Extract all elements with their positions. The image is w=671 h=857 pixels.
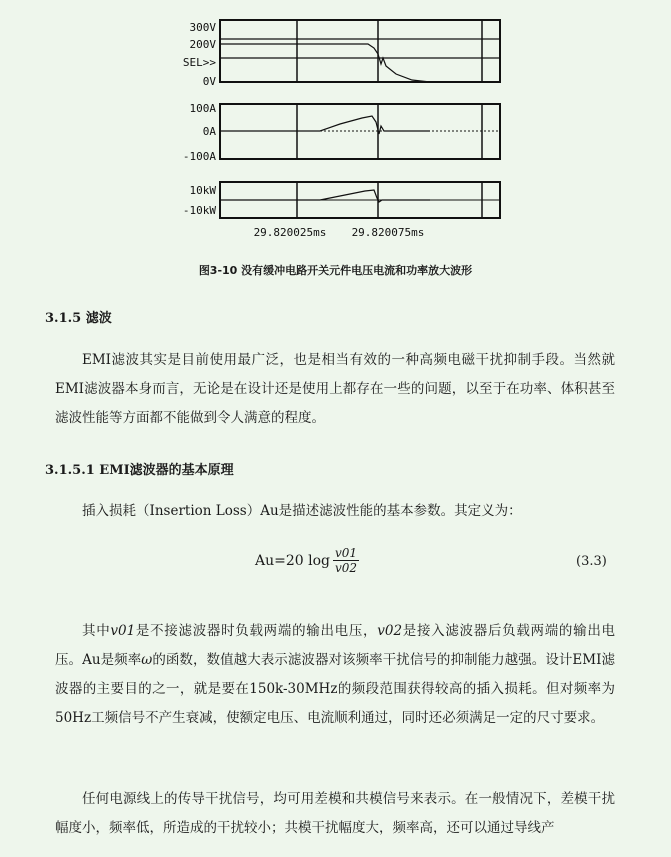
voltage-trace (220, 44, 430, 82)
p3-part-c: 是接入滤波器后负载两端的输出电压。Au是频率 (55, 623, 616, 668)
power-panel (183, 182, 500, 218)
i-tick-100: 100A (189, 102, 216, 115)
v-tick-200: 200V (189, 38, 216, 51)
current-panel (183, 102, 500, 163)
p-tick-10k: 10kW (189, 184, 216, 197)
equation-number: (3.3) (576, 554, 607, 569)
x-tick-1: 29.820025ms (253, 226, 327, 239)
p-tick-neg10k: -10kW (182, 204, 216, 217)
p3-part-d: 的函数，数值越大表示滤波器对该频率干扰信号的抑制能力越强。设计EMI滤波器的主要目的之一，就是要在150k-30MHz的频段范围获得较高的插入损耗。但对频率为50Hz工频信号不产生衰减，使额定电压、电流顺利通过，同时还必须满足一定的尺寸要求。 (55, 652, 615, 726)
i-tick-0: 0A (202, 125, 216, 138)
formula-denominator: v02 (335, 561, 358, 575)
paragraph-conducted-interference: 任何电源线上的传导干扰信号，均可用差模和共模信号来表示。在一般情况下，差模干扰幅度小，频率低，所造成的干扰较小；共模干扰幅度大，频率高，还可以通过导线产 (55, 791, 615, 836)
waveform-figure (150, 14, 510, 244)
section-heading-3151: 3.1.5.1 EMI滤波器的基本原理 (45, 463, 234, 478)
paragraph-emi-filter: EMI滤波其实是目前使用最广泛，也是相当有效的一种高频电磁干扰抑制手段。当然就EMI滤波器本身而言，无论是在设计还是使用上都存在一些的问题，以至于在功率、体积甚至滤波性能等方面都不能做到令人满意的程度。 (55, 352, 615, 426)
formula-3-3 (255, 546, 359, 575)
waveform-plot (150, 14, 510, 244)
formula-lhs: Au=20 log (255, 552, 330, 569)
x-tick-2: 29.820075ms (351, 226, 425, 239)
v-tick-0: 0V (202, 75, 216, 88)
v-tick-300: 300V (189, 21, 216, 34)
voltage-panel (183, 20, 500, 88)
figure-caption: 图3-10 没有缓冲电路开关元件电压电流和功率放大波形 (198, 264, 473, 277)
section-heading-315: 3.1.5 滤波 (45, 311, 112, 326)
v-tick-sel: SEL>> (182, 56, 216, 69)
formula-numerator: v01 (335, 546, 358, 560)
paragraph-insertion-loss: 插入损耗（Insertion Loss）Au是描述滤波性能的基本参数。其定义为： (82, 503, 522, 519)
paragraph-definitions (55, 617, 615, 733)
p3-part-b: 是不接滤波器时负载两端的输出电压， (135, 623, 378, 639)
symbol-v01: v01 (110, 623, 136, 639)
symbol-v02: v02 (377, 623, 403, 639)
p3-part-a: 其中 (82, 623, 111, 639)
formula-fraction (333, 546, 359, 575)
symbol-omega: ω (141, 652, 153, 668)
i-tick-neg100: -100A (182, 150, 216, 163)
